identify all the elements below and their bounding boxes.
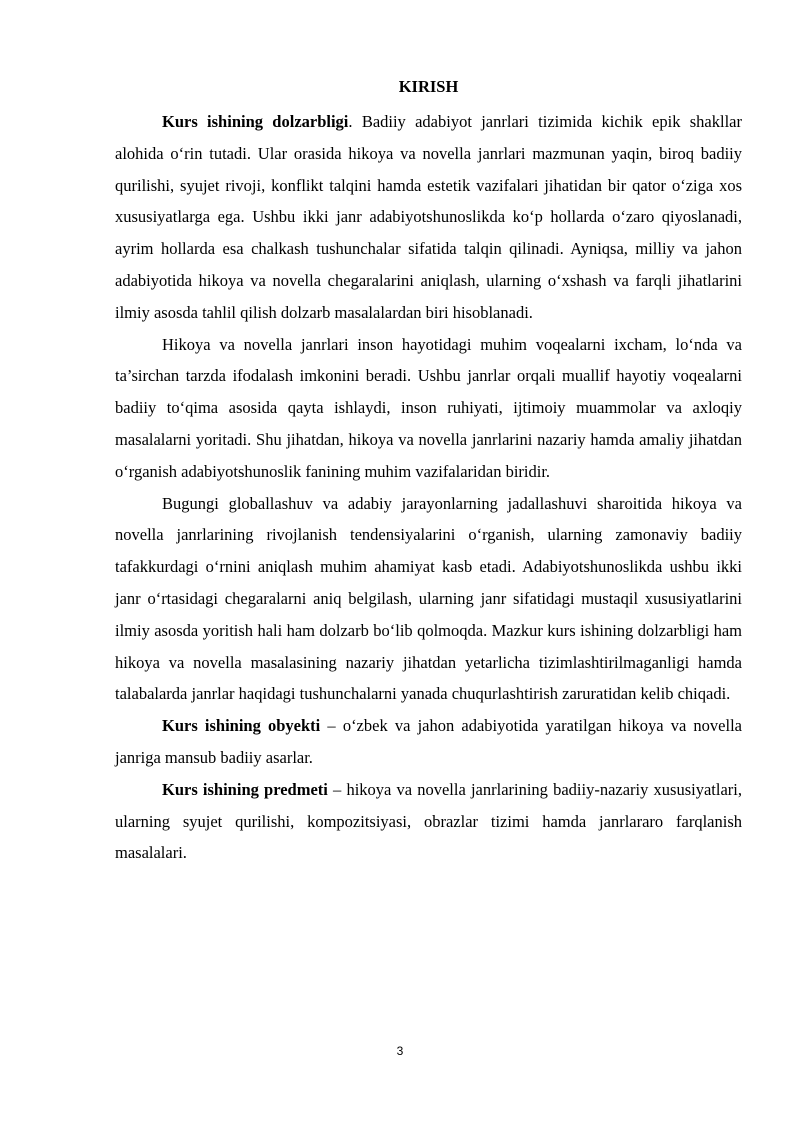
paragraph-relevance [115,106,742,329]
paragraph-subject [115,774,742,869]
paragraph-globalization [115,488,742,711]
paragraph-text: Bugungi globallashuv va adabiy jarayonlarning jadallashuvi sharoitida hikoya va novella janrlarining rivojlanish tendensiyalarini o‘rganish, ularning zamonaviy badiiy tafakkurdagi o‘rnini aniqlash muhim ahamiyat kasb etadi. Adabiyotshunoslikda ushbu ikki janr o‘rtasidagi chegaralarni aniq belgilash, ularning janr sifatidagi mustaqil xususiyatlarini ilmiy asosda yoritish hali ham dolzarb bo‘lib qolmoqda. Mazkur kurs ishining dolzarbligi ham hikoya va novella masalasining nazariy jihatdan yetarlicha tizimlashtirilmaganligi hamda talabalarda janrlar haqidagi tushunchalarni yanada chuqurlashtirish zaruratidan kelib chiqadi. [115,493,742,704]
page-number: 3 [396,1044,404,1058]
page-title: KIRISH [398,77,459,96]
paragraph-text: . Badiiy adabiyot janrlari tizimida kichik epik shakllar alohida o‘rin tutadi. Ular orasida hikoya va novella janrlari mazmunan yaqin, biroq badiiy qurilishi, syujet rivoji, konflikt talqini hamda estetik vazifalari jihatidan bir qator o‘ziga xos xususiyatlarga ega. Ushbu ikki janr adabiyotshunoslikda ko‘p hollarda o‘zaro qiyoslanadi, ayrim hollarda esa chalkash tushunchalar sifatida talqin qilinadi. Ayniqsa, milliy va jahon adabiyotida hikoya va novella chegaralarini aniqlash, ularning o‘xshash va farqli jihatlarini ilmiy asosda tahlil qilish dolzarb masalalardan biri hisoblanadi. [115,112,742,322]
paragraph-text: Hikoya va novella janrlari inson hayotidagi muhim voqealarni ixcham, lo‘nda va ta’sirchan tarzda ifodalash imkonini beradi. Ushbu janrlar orqali muallif hayotiy voqealarni badiiy to‘qima asosida qayta ishlaydi, inson ruhiyati, ijtimoiy muammolar va axloqiy masalalarni yoritadi. Shu jihatdan, hikoya va novella janrlarini nazariy hamda amaliy jihatdan o‘rganish adabiyotshunoslik fanining muhim vazifalaridan biridir. [115,334,742,481]
paragraph-lead: Kurs ishining obyekti [162,716,321,736]
paragraph-object [115,710,742,774]
paragraph-lead: Kurs ishining predmeti [162,779,328,799]
paragraph-lead: Kurs ishining dolzarbligi [162,112,349,131]
document-page [115,74,742,869]
paragraph-genres [115,329,742,488]
paragraph-text: – o‘zbek va jahon adabiyotida yaratilgan hikoya va novella janriga mansub badiiy asarlar. [115,716,742,767]
paragraph-text: – hikoya va novella janrlarining badiiy-nazariy xususiyatlari, ularning syujet qurilishi, kompozitsiyasi, obrazlar tizimi hamda janrlararo farqlanish masalalari. [115,779,742,863]
